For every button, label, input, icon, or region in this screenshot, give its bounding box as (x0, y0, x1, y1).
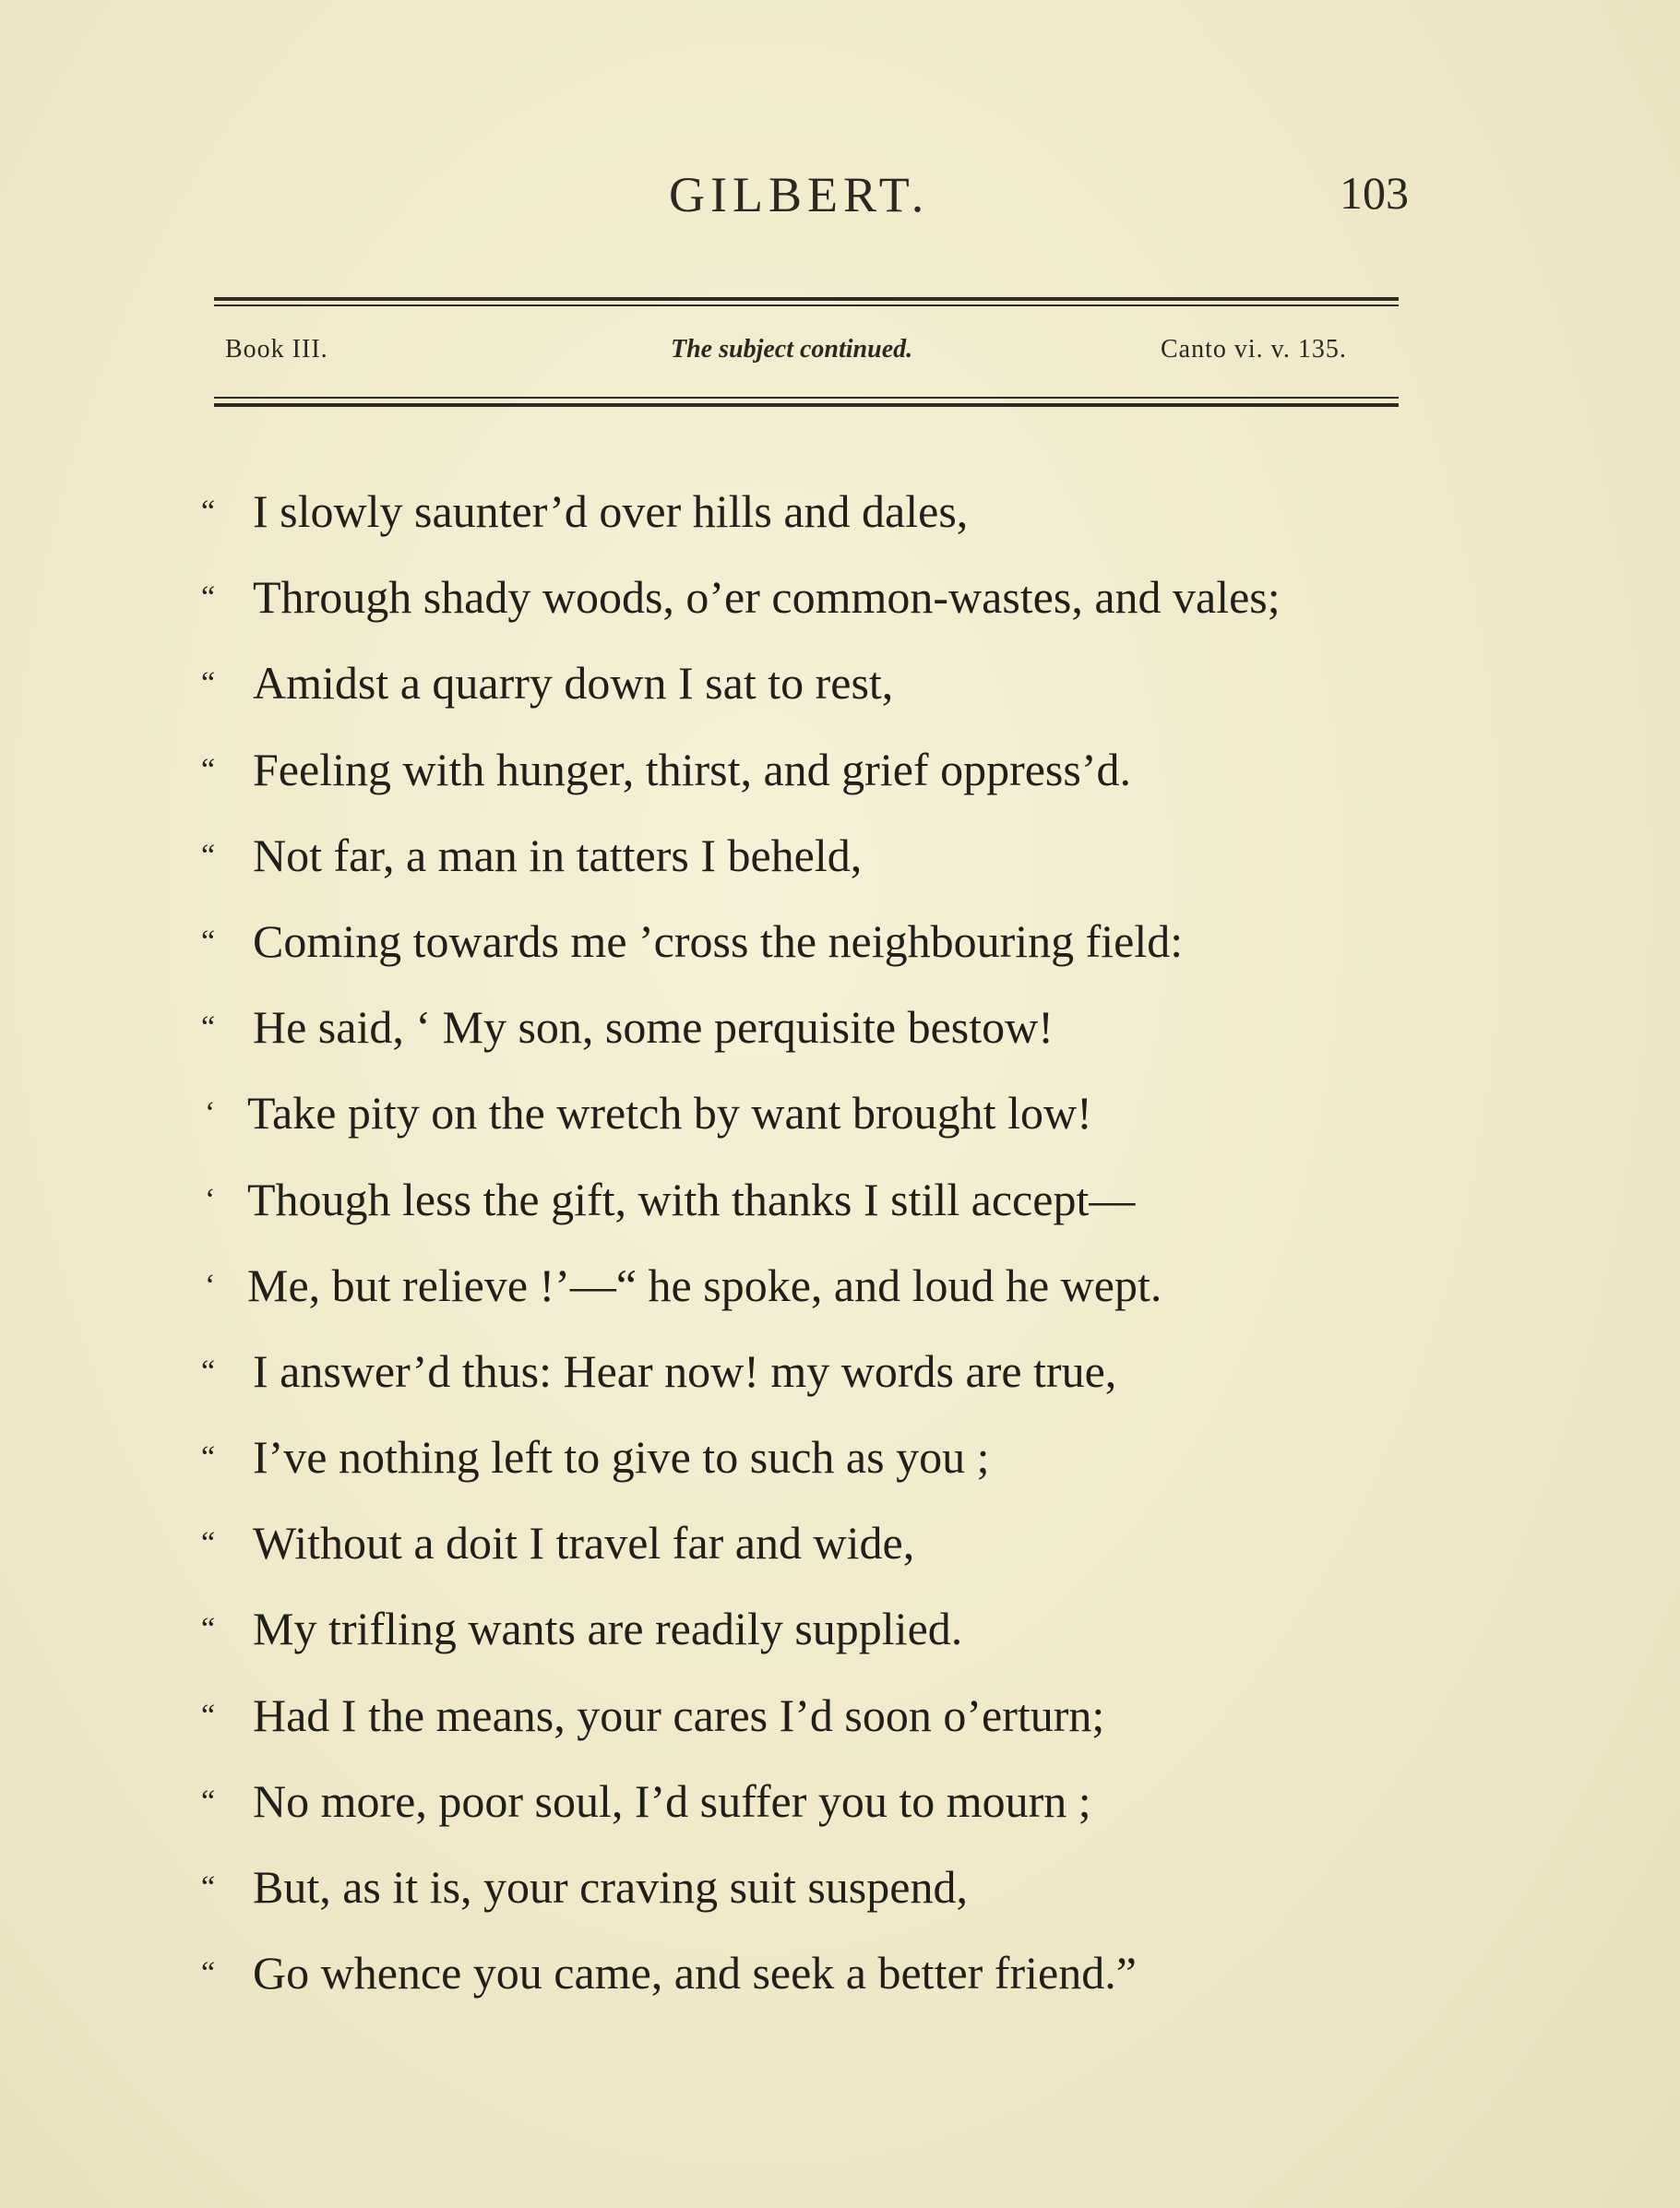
verse-line (201, 469, 1659, 555)
verse-text: Me, but relieve !’—“ he spoke, and loud he wept. (247, 1259, 1162, 1311)
verse-line (201, 1157, 1659, 1243)
quote-mark: “ (201, 580, 216, 615)
verse-line (201, 1759, 1659, 1844)
verse-text: I’ve nothing left to give to such as you ; (253, 1431, 990, 1484)
quote-mark: ‘ (205, 1268, 216, 1303)
verse-text: He said, ‘ My son, some perquisite bestow! (253, 1001, 1054, 1054)
quote-mark: “ (201, 1354, 216, 1389)
top-rule-thick (214, 297, 1399, 301)
verse-text: My trifling wants are readily supplied. (253, 1603, 963, 1655)
page-number: 103 (1340, 167, 1409, 219)
verse-text: Coming towards me ’cross the neighbouring field: (253, 914, 1184, 967)
quote-mark: “ (201, 1010, 216, 1045)
subject-label: The subject continued. (671, 335, 913, 364)
verse-text: But, as it is, your craving suit suspend, (253, 1861, 968, 1913)
verse-text: Feeling with hunger, thirst, and grief oppress’d. (253, 743, 1131, 795)
verse-text: Through shady woods, o’er common-wastes, and vales; (253, 571, 1281, 624)
running-head (0, 166, 1680, 231)
quote-mark: “ (201, 1440, 216, 1475)
verse-text: Not far, a man in tatters I beheld, (253, 829, 863, 881)
verse-line (201, 1930, 1659, 2016)
verse-line (201, 640, 1659, 726)
verse-text: I slowly saunter’d over hills and dales, (253, 485, 969, 537)
quote-mark: “ (201, 1870, 216, 1904)
verse-line (201, 727, 1659, 813)
verse-text: Take pity on the wretch by want brought low! (247, 1087, 1092, 1140)
verse-line (201, 985, 1659, 1070)
verse-text: Go whence you came, and seek a better friend.” (253, 1947, 1137, 1999)
quote-mark: ‘ (205, 1096, 216, 1131)
quote-mark: “ (201, 1956, 216, 1991)
verse-text: Had I the means, your cares I’d soon o’erturn; (253, 1689, 1105, 1741)
book-label: Book III. (225, 335, 328, 364)
verse-text: Though less the gift, with thanks I still accept— (247, 1173, 1136, 1225)
quote-mark: ‘ (205, 1182, 216, 1217)
canto-label: Canto vi. v. 135. (1161, 335, 1347, 364)
quote-mark: “ (201, 752, 216, 787)
quote-mark: “ (201, 924, 216, 959)
verse-line (201, 1243, 1659, 1329)
verse-text: I answer’d thus: Hear now! my words are true, (253, 1344, 1117, 1397)
top-rule-thin (214, 304, 1399, 306)
verse-line (201, 1500, 1659, 1586)
verse-line (201, 1414, 1659, 1500)
verse-line (201, 1673, 1659, 1759)
bottom-rule-thick (214, 403, 1399, 407)
verse-text: Amidst a quarry down I sat to rest, (253, 657, 894, 710)
verse-line (201, 813, 1659, 899)
verse-line (201, 1329, 1659, 1414)
verse-line (201, 1844, 1659, 1930)
quote-mark: “ (201, 1698, 216, 1733)
verse-text: No more, poor soul, I’d suffer you to mourn ; (253, 1774, 1091, 1827)
verse-line (201, 555, 1659, 640)
quote-mark: “ (201, 1526, 216, 1561)
verse-line (201, 1586, 1659, 1672)
quote-mark: “ (201, 666, 216, 701)
running-title: GILBERT. (669, 167, 930, 222)
verse-line (201, 899, 1659, 985)
section-subheader (0, 335, 1680, 372)
verse-text: Without a doit I travel far and wide, (253, 1517, 915, 1569)
quote-mark: “ (201, 495, 216, 529)
verse-line (201, 1070, 1659, 1156)
quote-mark: “ (201, 838, 216, 873)
verse-block (201, 469, 1659, 2016)
quote-mark: “ (201, 1784, 216, 1819)
quote-mark: “ (201, 1612, 216, 1647)
bottom-rule-thin (214, 397, 1399, 399)
